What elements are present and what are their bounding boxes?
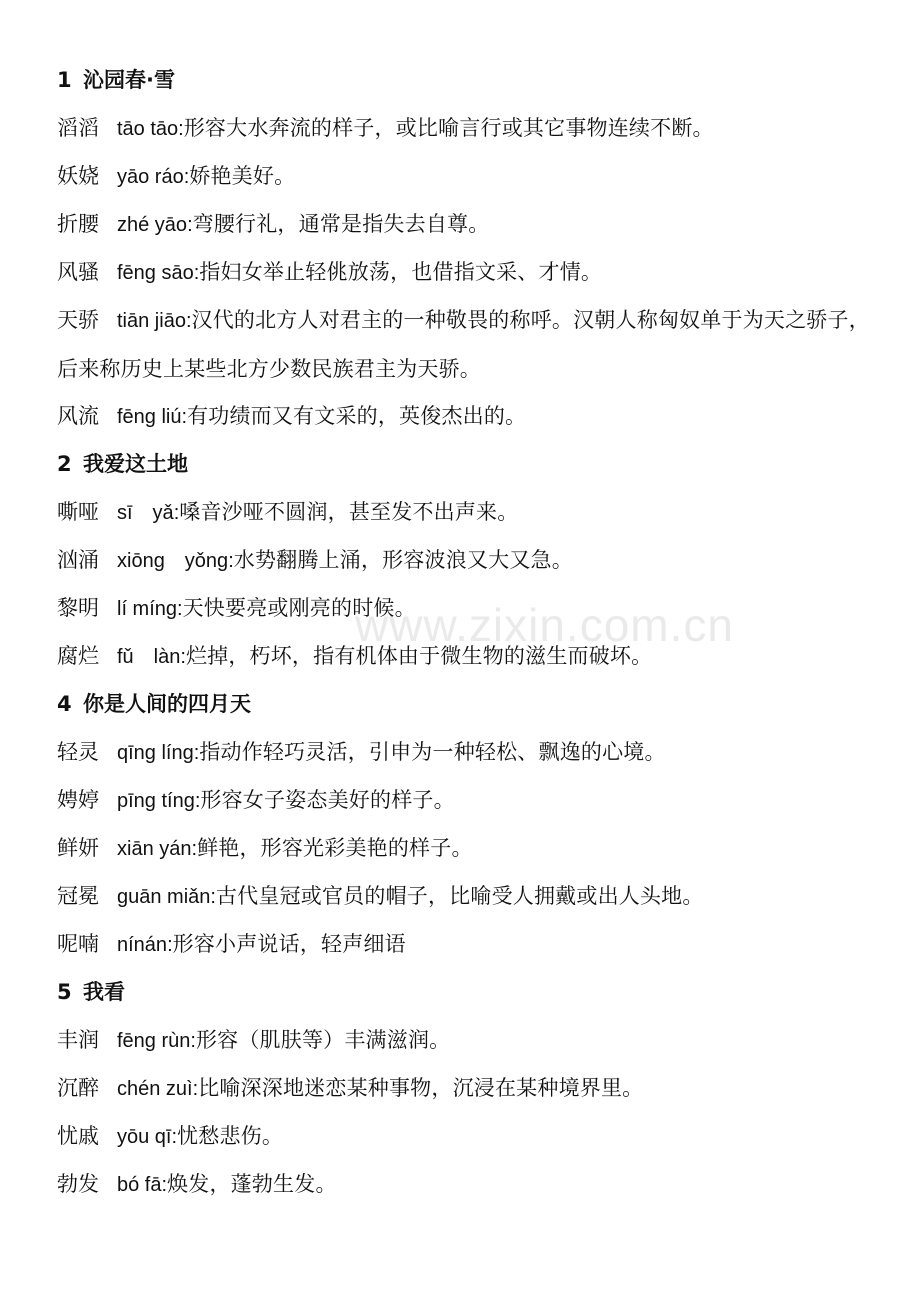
vocab-pinyin: nínán xyxy=(117,934,168,956)
vocab-definition: 烂掉，朽坏，指有机体由于微生物的滋生而破坏。 xyxy=(185,644,653,668)
section-heading-5 xyxy=(57,974,877,1011)
section-number: 1 xyxy=(57,68,72,92)
section-heading-2 xyxy=(57,446,877,483)
colon: : xyxy=(193,262,200,284)
vocab-entry xyxy=(57,734,877,771)
vocab-definition: 鲜艳，形容光彩美艳的样子。 xyxy=(197,836,473,860)
colon: : xyxy=(228,550,234,572)
colon: : xyxy=(194,790,201,812)
vocab-entry xyxy=(57,206,877,243)
vocab-pinyin: yāo ráo xyxy=(117,166,184,188)
vocab-word: 折腰 xyxy=(57,212,99,236)
vocab-entry xyxy=(57,110,877,147)
vocab-definition: 娇艳美好。 xyxy=(189,164,296,188)
vocab-pinyin: chén zuì xyxy=(117,1078,193,1100)
colon: : xyxy=(210,886,216,908)
vocab-definition: 弯腰行礼，通常是指失去自尊。 xyxy=(192,212,490,236)
section-number: 2 xyxy=(57,452,72,476)
vocab-entry xyxy=(57,590,877,627)
vocab-definition: 形容小声说话，轻声细语 xyxy=(172,932,406,956)
vocab-definition: 形容女子姿态美好的样子。 xyxy=(200,788,455,812)
vocab-pinyin: pīng tíng xyxy=(117,790,195,812)
colon: : xyxy=(193,742,200,764)
vocab-pinyin: bó fā xyxy=(117,1174,162,1196)
vocab-word: 风骚 xyxy=(57,260,99,284)
vocab-entry xyxy=(57,878,877,915)
section-title: 沁园春·雪 xyxy=(83,68,175,92)
vocab-entry xyxy=(57,1118,877,1155)
vocab-entry xyxy=(57,1070,877,1107)
section-title: 你是人间的四月天 xyxy=(83,692,251,716)
vocab-definition: 形容大水奔流的样子，或比喻言行或其它事物连续不断。 xyxy=(183,116,714,140)
vocab-entry xyxy=(57,638,877,675)
colon: : xyxy=(177,598,183,620)
vocab-definition: 嗓音沙哑不圆润，甚至发不出声来。 xyxy=(179,500,519,524)
vocab-entry xyxy=(57,254,877,291)
vocab-definition: 形容（肌肤等）丰满滋润。 xyxy=(195,1028,451,1052)
vocab-word: 风流 xyxy=(57,404,99,428)
vocab-list xyxy=(57,62,877,1214)
section-heading-1 xyxy=(57,62,877,99)
colon: : xyxy=(181,406,188,428)
vocab-word: 鲜妍 xyxy=(57,836,99,860)
vocab-word: 呢喃 xyxy=(57,932,99,956)
vocab-pinyin: xiōng yǒng xyxy=(117,550,229,572)
vocab-pinyin: lí míng xyxy=(117,598,178,620)
vocab-pinyin: qīng líng xyxy=(117,742,194,764)
vocab-pinyin: tāo tāo xyxy=(117,118,179,140)
vocab-definition: 比喻深深地迷恋某种事物，沉浸在某种境界里。 xyxy=(198,1076,644,1100)
vocab-definition: 天快要亮或刚亮的时候。 xyxy=(182,596,416,620)
vocab-entry xyxy=(57,494,877,531)
vocab-definition: 指妇女举止轻佻放荡，也借指文采、才情。 xyxy=(199,260,603,284)
vocab-pinyin: sī yǎ xyxy=(117,502,174,524)
vocab-pinyin: tiān jiāo xyxy=(117,310,186,332)
vocab-word: 天骄 xyxy=(57,308,99,332)
colon: : xyxy=(180,646,186,668)
vocab-pinyin: fēng liú xyxy=(117,406,182,428)
section-title: 我爱这土地 xyxy=(83,452,188,476)
vocab-pinyin: xiān yán xyxy=(117,838,192,860)
vocab-word: 娉婷 xyxy=(57,788,99,812)
vocab-entry xyxy=(57,926,877,963)
section-title: 我看 xyxy=(83,980,125,1004)
vocab-word: 丰润 xyxy=(57,1028,99,1052)
vocab-definition: 焕发，蓬勃生发。 xyxy=(167,1172,337,1196)
vocab-word: 轻灵 xyxy=(57,740,99,764)
vocab-word: 沉醉 xyxy=(57,1076,99,1100)
vocab-pinyin: zhé yāo xyxy=(117,214,188,236)
vocab-entry xyxy=(57,830,877,867)
vocab-definition: 汉代的北方人对君主的一种敬畏的称呼。汉朝人称匈奴单于为天之骄子，后来称历史上某些北方少数民族君主为天骄。 xyxy=(57,308,870,381)
vocab-entry xyxy=(57,398,877,435)
colon: : xyxy=(192,1078,199,1100)
colon: : xyxy=(183,166,190,188)
vocab-entry xyxy=(57,158,877,195)
vocab-word: 嘶哑 xyxy=(57,500,99,524)
vocab-pinyin: guān miǎn xyxy=(117,886,211,908)
vocab-word: 汹涌 xyxy=(57,548,99,572)
vocab-pinyin: fēng sāo xyxy=(117,262,194,284)
colon: : xyxy=(185,310,192,332)
vocab-entry xyxy=(57,542,877,579)
section-heading-4 xyxy=(57,686,877,723)
colon: : xyxy=(187,214,193,236)
colon: : xyxy=(161,1174,168,1196)
section-number: 4 xyxy=(57,692,72,716)
watermark: www.zixin.com.cn xyxy=(355,599,734,651)
vocab-word: 腐烂 xyxy=(57,644,99,668)
colon: : xyxy=(190,1030,196,1052)
vocab-word: 冠冕 xyxy=(57,884,99,908)
colon: : xyxy=(191,838,198,860)
vocab-pinyin: fēng rùn xyxy=(117,1030,191,1052)
vocab-word: 忧戚 xyxy=(57,1124,99,1148)
vocab-word: 黎明 xyxy=(57,596,99,620)
colon: : xyxy=(178,118,184,140)
vocab-word: 滔滔 xyxy=(57,116,99,140)
vocab-pinyin: yōu qī xyxy=(117,1126,172,1148)
vocab-definition: 有功绩而又有文采的，英俊杰出的。 xyxy=(187,404,527,428)
vocab-definition: 水势翻腾上涌，形容波浪又大又急。 xyxy=(233,548,573,572)
vocab-definition: 指动作轻巧灵活，引申为一种轻松、飘逸的心境。 xyxy=(199,740,666,764)
vocab-word: 妖娆 xyxy=(57,164,99,188)
vocab-entry xyxy=(57,1166,877,1203)
vocab-definition: 忧愁悲伤。 xyxy=(177,1124,284,1148)
vocab-pinyin: fǔ làn xyxy=(117,646,181,668)
colon: : xyxy=(173,502,180,524)
vocab-entry xyxy=(57,296,877,393)
vocab-word: 勃发 xyxy=(57,1172,99,1196)
vocab-entry xyxy=(57,782,877,819)
section-number: 5 xyxy=(57,980,72,1004)
vocab-definition: 古代皇冠或官员的帽子，比喻受人拥戴或出人头地。 xyxy=(215,884,704,908)
vocab-entry xyxy=(57,1022,877,1059)
colon: : xyxy=(171,1126,178,1148)
colon: : xyxy=(167,934,173,956)
